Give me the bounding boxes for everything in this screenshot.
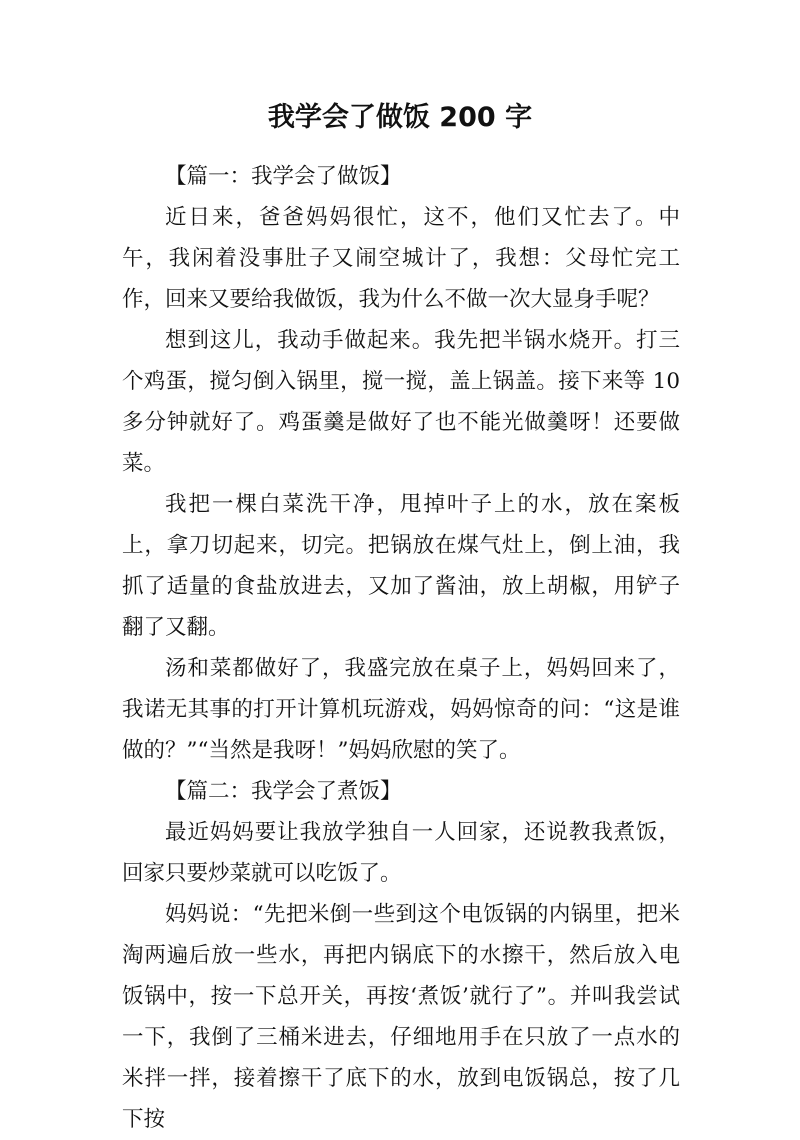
document-body [122,156,680,1140]
paragraph: 汤和菜都做好了，我盛完放在桌子上，妈妈回来了，我诺无其事的打开计算机玩游戏，妈妈惊奇的问：“这是谁做的？”“当然是我呀！”妈妈欣慰的笑了。 [122,656,680,763]
section-heading: 【篇二：我学会了煮饭】 [165,779,402,804]
paragraph: 最近妈妈要让我放学独自一人回家，还说教我煮饭，回家只要炒菜就可以吃饭了。 [122,820,680,886]
document-title: 我学会了做饭 200 字 [267,102,533,133]
paragraph: 近日来，爸爸妈妈很忙，这不，他们又忙去了。中午，我闲着没事肚子又闹空城计了，我想：父母忙完工作，回来又要给我做饭，我为什么不做一次大显身手呢？ [122,205,680,312]
paragraph: 妈妈说：“先把米倒一些到这个电饭锅的内锅里，把米淘两遍后放一些水，再把内锅底下的水擦干，然后放入电饭锅中，按一下总开关，再按‘煮饭’就行了”。并叫我尝试一下，我倒了三桶米进去，仔细地用手在只放了一点水的米拌一拌，接着擦干了底下的水，放到电饭锅总，按了几下按 [122,902,680,1132]
section-heading: 【篇一：我学会了做饭】 [165,164,402,189]
paragraph: 想到这儿，我动手做起来。我先把半锅水烧开。打三个鸡蛋，搅匀倒入锅里，搅一搅，盖上锅盖。接下来等 10 多分钟就好了。鸡蛋羹是做好了也不能光做羹呀！还要做菜。 [122,328,680,476]
paragraph: 我把一棵白菜洗干净，甩掉叶子上的水，放在案板上，拿刀切起来，切完。把锅放在煤气灶上，倒上油，我抓了适量的食盐放进去，又加了酱油，放上胡椒，用铲子翻了又翻。 [122,492,680,640]
